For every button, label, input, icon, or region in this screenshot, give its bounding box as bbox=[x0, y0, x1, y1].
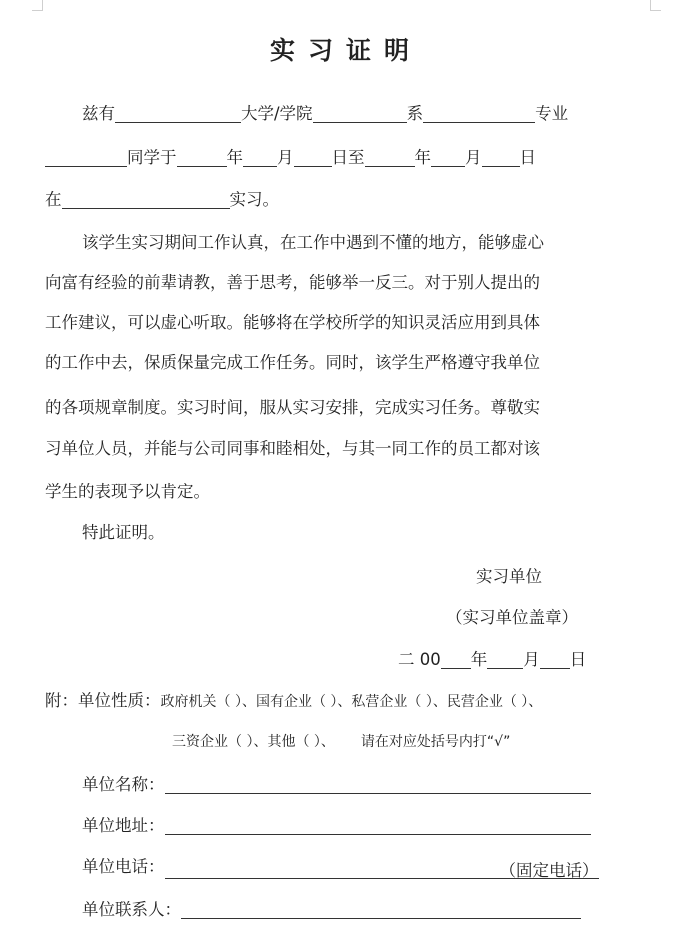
unit-phone-row bbox=[82, 855, 599, 879]
body-line: 该学生实习期间工作认真，在工作中遇到不懂的地方，能够虚心 bbox=[82, 233, 544, 252]
corner-mark-top-right bbox=[650, 0, 661, 11]
start-month-blank[interactable] bbox=[243, 147, 277, 167]
nature-row-2 bbox=[172, 730, 510, 754]
date-month-blank[interactable] bbox=[487, 649, 523, 669]
end-month-blank[interactable] bbox=[431, 147, 465, 167]
intro-line-3: 在 实习。 bbox=[45, 190, 279, 209]
body-line: 的各项规章制度。实习时间，服从实习安排，完成实习任务。尊敬实 bbox=[45, 398, 540, 417]
sign-unit: 实习单位 bbox=[476, 567, 542, 586]
unit-contact-blank[interactable] bbox=[181, 899, 581, 919]
student-name-blank[interactable] bbox=[45, 147, 127, 167]
end-year-blank[interactable] bbox=[365, 147, 415, 167]
start-day-blank[interactable] bbox=[294, 147, 332, 167]
date-year-blank[interactable] bbox=[441, 649, 471, 669]
intro-line-1: 兹有 大学/学院 系 专业 bbox=[82, 104, 569, 123]
university-blank[interactable] bbox=[115, 103, 241, 123]
unit-name-label: 单位名称： bbox=[82, 775, 165, 794]
document-title: 实习证明 bbox=[269, 36, 422, 65]
end-day-blank[interactable] bbox=[482, 147, 520, 167]
nature-label: 附：单位性质： bbox=[45, 691, 161, 710]
nature-instruction: 请在对应处括号内打“√” bbox=[360, 734, 511, 750]
nature-options-2: 三资企业（ ）、其他（ ）、 bbox=[172, 734, 335, 750]
unit-contact-label: 单位联系人： bbox=[82, 900, 181, 919]
start-year-blank[interactable] bbox=[177, 147, 227, 167]
unit-contact-row bbox=[82, 898, 581, 922]
major-blank[interactable] bbox=[423, 103, 535, 123]
department-blank[interactable] bbox=[313, 103, 407, 123]
internship-unit-blank[interactable] bbox=[62, 189, 230, 209]
body-line: 的工作中去，保质保量完成工作任务。同时，该学生严格遵守我单位 bbox=[45, 353, 540, 372]
date-day-blank[interactable] bbox=[540, 649, 570, 669]
body-line: 习单位人员，并能与公司同事和睦相处，与其一同工作的员工都对该 bbox=[45, 439, 540, 458]
nature-options-1: 政府机关（ ）、国有企业（ ）、私营企业（ ）、民营企业（ ）、 bbox=[160, 694, 543, 710]
unit-phone-blank[interactable] bbox=[165, 859, 599, 879]
unit-address-row bbox=[82, 814, 591, 838]
sign-seal: （实习单位盖章） bbox=[446, 608, 578, 627]
phone-note: （固定电话） bbox=[499, 861, 599, 880]
intro-line-2: 同学于 年 月 日至 年 月 日 bbox=[45, 146, 536, 170]
body-line: 工作建议，可以虚心听取。能够将在学校所学的知识灵活应用到具体 bbox=[45, 313, 540, 332]
nature-row-1 bbox=[45, 689, 542, 714]
unit-phone-label: 单位电话： bbox=[82, 857, 165, 876]
sign-date: 二 00 年 月 日 bbox=[398, 650, 587, 669]
corner-mark-top-left bbox=[32, 0, 43, 11]
unit-name-row bbox=[82, 773, 591, 797]
body-line: 向富有经验的前辈请教，善于思考，能够举一反三。对于别人提出的 bbox=[45, 273, 540, 292]
unit-name-blank[interactable] bbox=[165, 774, 591, 794]
unit-address-blank[interactable] bbox=[165, 815, 591, 835]
certify-text: 特此证明。 bbox=[82, 523, 165, 542]
body-line: 学生的表现予以肯定。 bbox=[45, 482, 210, 501]
unit-address-label: 单位地址： bbox=[82, 816, 165, 835]
